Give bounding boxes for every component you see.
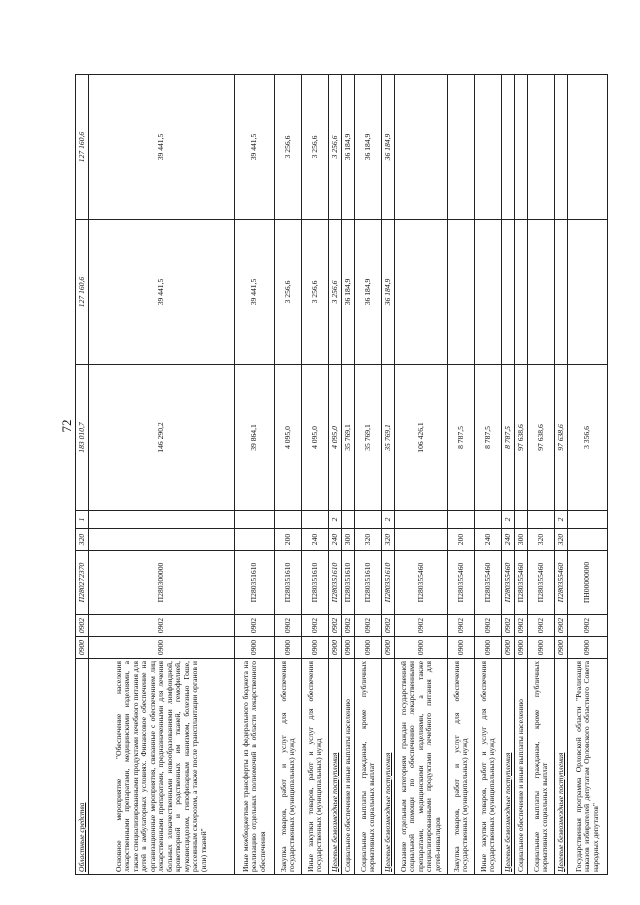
table-row xyxy=(89,75,235,875)
source-code-cell: 2 xyxy=(555,511,568,529)
table-row xyxy=(568,75,608,875)
row-name-cell: Закупка товаров, работ и услуг для обеспечения государственных (муниципальных) нужд xyxy=(275,659,302,875)
amount-3-cell: 3 256,6 xyxy=(275,75,302,220)
expense-type-cell: 240 xyxy=(329,529,342,551)
amount-2-cell: 3 256,6 xyxy=(275,220,302,365)
expense-type-cell: 300 xyxy=(515,529,528,551)
target-article-cell: П280355460 xyxy=(502,551,515,615)
subsection-code-cell: 0902 xyxy=(355,615,382,637)
page-number: 72 xyxy=(59,419,74,433)
amount-3-cell: 3 256,6 xyxy=(302,75,329,220)
row-name-cell: Целевые безвозмездные поступления xyxy=(555,659,568,875)
amount-3-cell xyxy=(395,75,448,220)
row-name-cell: Государственная программа Орловской области "Реализация наказов избирателей депутатам Орловского областного Совета народных депутатов" xyxy=(568,659,608,875)
amount-2-cell xyxy=(502,220,515,365)
amount-2-cell xyxy=(515,220,528,365)
expense-type-cell: 240 xyxy=(302,529,329,551)
subsection-code-cell: 0902 xyxy=(528,615,555,637)
amount-2-cell: 36 184,9 xyxy=(382,220,395,365)
amount-2-cell: 3 256,6 xyxy=(329,220,342,365)
source-code-cell xyxy=(302,511,329,529)
section-code-cell: 0900 xyxy=(235,637,275,659)
row-name-cell: Социальное обеспечение и иные выплаты населению xyxy=(342,659,355,875)
expense-type-cell xyxy=(395,529,448,551)
amount-3-cell xyxy=(502,75,515,220)
subsection-code-cell: 0902 xyxy=(395,615,448,637)
subsection-code-cell: 0902 xyxy=(76,615,89,637)
source-code-cell: 2 xyxy=(382,511,395,529)
target-article-cell: П280355460 xyxy=(515,551,528,615)
row-name-cell: Основное мероприятие "Обеспечение населения лекарственными препаратами, медицинскими изделиями, а также специализированными продуктами лечебного питания для детей в амбулаторных условиях. Финансовое обеспечение на организационные мероприятия, связанные с обеспечением лиц лекарственными препаратами, предназначенными для лечения больных злокачественными новообразованиями лимфоидной, кроветворной и родственных им тканей, гемофилией, муковисцидозом, гипофизарным нанизмом, болезнью Гоше, рассеянным склерозом, а также после трансплантации органов и (или) тканей" xyxy=(89,659,235,875)
source-code-cell xyxy=(528,511,555,529)
section-code-cell: 0900 xyxy=(382,637,395,659)
table-row xyxy=(382,75,395,875)
subsection-code-cell: 0902 xyxy=(342,615,355,637)
subsection-code-cell: 0902 xyxy=(235,615,275,637)
table-row xyxy=(302,75,329,875)
amount-3-cell: 3 256,6 xyxy=(329,75,342,220)
expense-type-cell: 320 xyxy=(382,529,395,551)
section-code-cell: 0900 xyxy=(302,637,329,659)
amount-3-cell: 36 184,9 xyxy=(342,75,355,220)
amount-2-cell xyxy=(528,220,555,365)
amount-3-cell: 39 441,5 xyxy=(89,75,235,220)
table-row xyxy=(235,75,275,875)
budget-table xyxy=(75,74,608,875)
amount-2-cell xyxy=(448,220,475,365)
amount-1-cell: 106 426,1 xyxy=(395,365,448,511)
row-name-cell: Областные средства xyxy=(76,659,89,875)
target-article-cell: П280355460 xyxy=(555,551,568,615)
amount-1-cell: 39 864,1 xyxy=(235,365,275,511)
amount-3-cell xyxy=(448,75,475,220)
section-code-cell: 0900 xyxy=(448,637,475,659)
row-name-cell: Социальные выплаты гражданам, кроме публичных нормативных социальных выплат xyxy=(528,659,555,875)
amount-3-cell: 36 184,9 xyxy=(382,75,395,220)
amount-2-cell: 39 441,5 xyxy=(235,220,275,365)
section-code-cell: 0900 xyxy=(515,637,528,659)
target-article-cell: П280355460 xyxy=(395,551,448,615)
amount-3-cell xyxy=(475,75,502,220)
expense-type-cell xyxy=(235,529,275,551)
amount-3-cell: 36 184,9 xyxy=(355,75,382,220)
table-row xyxy=(342,75,355,875)
section-code-cell: 0900 xyxy=(475,637,502,659)
target-article-cell: П280351610 xyxy=(342,551,355,615)
table-row xyxy=(502,75,515,875)
source-code-cell xyxy=(355,511,382,529)
amount-1-cell: 35 769,1 xyxy=(382,365,395,511)
target-article-cell: П280351610 xyxy=(382,551,395,615)
table-row xyxy=(528,75,555,875)
expense-type-cell: 320 xyxy=(76,529,89,551)
table-row xyxy=(275,75,302,875)
row-name-cell: Иные закупки товаров, работ и услуг для обеспечения государственных (муниципальных) нужд xyxy=(475,659,502,875)
source-code-cell xyxy=(568,511,608,529)
subsection-code-cell: 0902 xyxy=(382,615,395,637)
amount-2-cell xyxy=(555,220,568,365)
section-code-cell: 0900 xyxy=(329,637,342,659)
table-row xyxy=(448,75,475,875)
amount-3-cell xyxy=(528,75,555,220)
section-code-cell: 0900 xyxy=(502,637,515,659)
section-code-cell: 0900 xyxy=(76,637,89,659)
amount-1-cell: 8 787,5 xyxy=(475,365,502,511)
target-article-cell: П280351610 xyxy=(329,551,342,615)
source-code-cell xyxy=(342,511,355,529)
section-code-cell: 0900 xyxy=(395,637,448,659)
amount-1-cell: 4 095,0 xyxy=(302,365,329,511)
amount-2-cell xyxy=(475,220,502,365)
amount-1-cell: 97 638,6 xyxy=(528,365,555,511)
amount-1-cell: 35 769,1 xyxy=(342,365,355,511)
row-name-cell: Целевые безвозмездные поступления xyxy=(502,659,515,875)
subsection-code-cell: 0902 xyxy=(275,615,302,637)
subsection-code-cell: 0902 xyxy=(515,615,528,637)
subsection-code-cell: 0902 xyxy=(555,615,568,637)
target-article-cell: ПН00000000 xyxy=(568,551,608,615)
section-code-cell: 0900 xyxy=(89,637,235,659)
amount-1-cell: 97 638,6 xyxy=(515,365,528,511)
amount-1-cell: 4 095,0 xyxy=(275,365,302,511)
section-code-cell: 0900 xyxy=(275,637,302,659)
subsection-code-cell: 0902 xyxy=(475,615,502,637)
target-article-cell: П280351610 xyxy=(275,551,302,615)
amount-1-cell: 97 638,6 xyxy=(555,365,568,511)
row-name-cell: Иные межбюджетные трансферты из федерального бюджета на реализацию отдельных полномочий в области лекарственного обеспечения xyxy=(235,659,275,875)
table-row xyxy=(76,75,89,875)
target-article-cell: П280355460 xyxy=(528,551,555,615)
subsection-code-cell: 0902 xyxy=(329,615,342,637)
expense-type-cell: 200 xyxy=(275,529,302,551)
source-code-cell xyxy=(89,511,235,529)
target-article-cell: П280351610 xyxy=(302,551,329,615)
row-name-cell: Целевые безвозмездные поступления xyxy=(382,659,395,875)
amount-3-cell: 39 441,5 xyxy=(235,75,275,220)
expense-type-cell: 320 xyxy=(528,529,555,551)
amount-1-cell: 146 290,2 xyxy=(89,365,235,511)
expense-type-cell: 240 xyxy=(475,529,502,551)
budget-table-rotated xyxy=(75,75,600,875)
amount-1-cell: 8 787,5 xyxy=(502,365,515,511)
source-code-cell xyxy=(235,511,275,529)
section-code-cell: 0900 xyxy=(555,637,568,659)
source-code-cell: 2 xyxy=(329,511,342,529)
section-code-cell: 0900 xyxy=(528,637,555,659)
expense-type-cell xyxy=(568,529,608,551)
amount-2-cell: 127 160,6 xyxy=(76,220,89,365)
subsection-code-cell: 0902 xyxy=(502,615,515,637)
table-row xyxy=(355,75,382,875)
target-article-cell: П280272370 xyxy=(76,551,89,615)
source-code-cell: 1 xyxy=(76,511,89,529)
amount-1-cell: 8 787,5 xyxy=(448,365,475,511)
amount-2-cell xyxy=(568,220,608,365)
expense-type-cell: 240 xyxy=(502,529,515,551)
table-row xyxy=(475,75,502,875)
subsection-code-cell: 0902 xyxy=(302,615,329,637)
amount-3-cell xyxy=(515,75,528,220)
row-name-cell: Социальные выплаты гражданам, кроме публичных нормативных социальных выплат xyxy=(355,659,382,875)
amount-3-cell xyxy=(555,75,568,220)
amount-2-cell xyxy=(395,220,448,365)
source-code-cell xyxy=(515,511,528,529)
target-article-cell: П280351610 xyxy=(235,551,275,615)
source-code-cell xyxy=(395,511,448,529)
target-article-cell: П280355460 xyxy=(475,551,502,615)
section-code-cell: 0900 xyxy=(342,637,355,659)
target-article-cell: П280300000 xyxy=(89,551,235,615)
row-name-cell: Оказание отдельным категориям граждан государственной социальной помощи по обеспечению лекарственными препаратами, медицинскими изделиями, а также специализированными продуктами лечебного питания для детей-инвалидов xyxy=(395,659,448,875)
amount-3-cell: 127 160,6 xyxy=(76,75,89,220)
amount-1-cell: 4 095,0 xyxy=(329,365,342,511)
amount-2-cell: 3 256,6 xyxy=(302,220,329,365)
table-row xyxy=(515,75,528,875)
amount-1-cell: 35 769,1 xyxy=(355,365,382,511)
table-row xyxy=(329,75,342,875)
row-name-cell: Социальное обеспечение и иные выплаты населению xyxy=(515,659,528,875)
amount-1-cell: 3 356,6 xyxy=(568,365,608,511)
subsection-code-cell: 0902 xyxy=(89,615,235,637)
table-row xyxy=(555,75,568,875)
row-name-cell: Иные закупки товаров, работ и услуг для обеспечения государственных (муниципальных) нужд xyxy=(302,659,329,875)
source-code-cell xyxy=(448,511,475,529)
expense-type-cell: 200 xyxy=(448,529,475,551)
subsection-code-cell: 0902 xyxy=(448,615,475,637)
expense-type-cell: 320 xyxy=(355,529,382,551)
target-article-cell: П280355460 xyxy=(448,551,475,615)
expense-type-cell: 300 xyxy=(342,529,355,551)
target-article-cell: П280351610 xyxy=(355,551,382,615)
source-code-cell xyxy=(475,511,502,529)
subsection-code-cell: 0902 xyxy=(568,615,608,637)
source-code-cell: 2 xyxy=(502,511,515,529)
section-code-cell: 0900 xyxy=(355,637,382,659)
amount-2-cell: 36 184,9 xyxy=(342,220,355,365)
amount-2-cell: 39 441,5 xyxy=(89,220,235,365)
amount-1-cell: 183 010,7 xyxy=(76,365,89,511)
expense-type-cell: 320 xyxy=(555,529,568,551)
expense-type-cell xyxy=(89,529,235,551)
row-name-cell: Закупка товаров, работ и услуг для обеспечения государственных (муниципальных) нужд xyxy=(448,659,475,875)
row-name-cell: Целевые безвозмездные поступления xyxy=(329,659,342,875)
table-body xyxy=(76,75,608,875)
section-code-cell: 0900 xyxy=(568,637,608,659)
source-code-cell xyxy=(275,511,302,529)
amount-3-cell xyxy=(568,75,608,220)
table-row xyxy=(395,75,448,875)
amount-2-cell: 36 184,9 xyxy=(355,220,382,365)
